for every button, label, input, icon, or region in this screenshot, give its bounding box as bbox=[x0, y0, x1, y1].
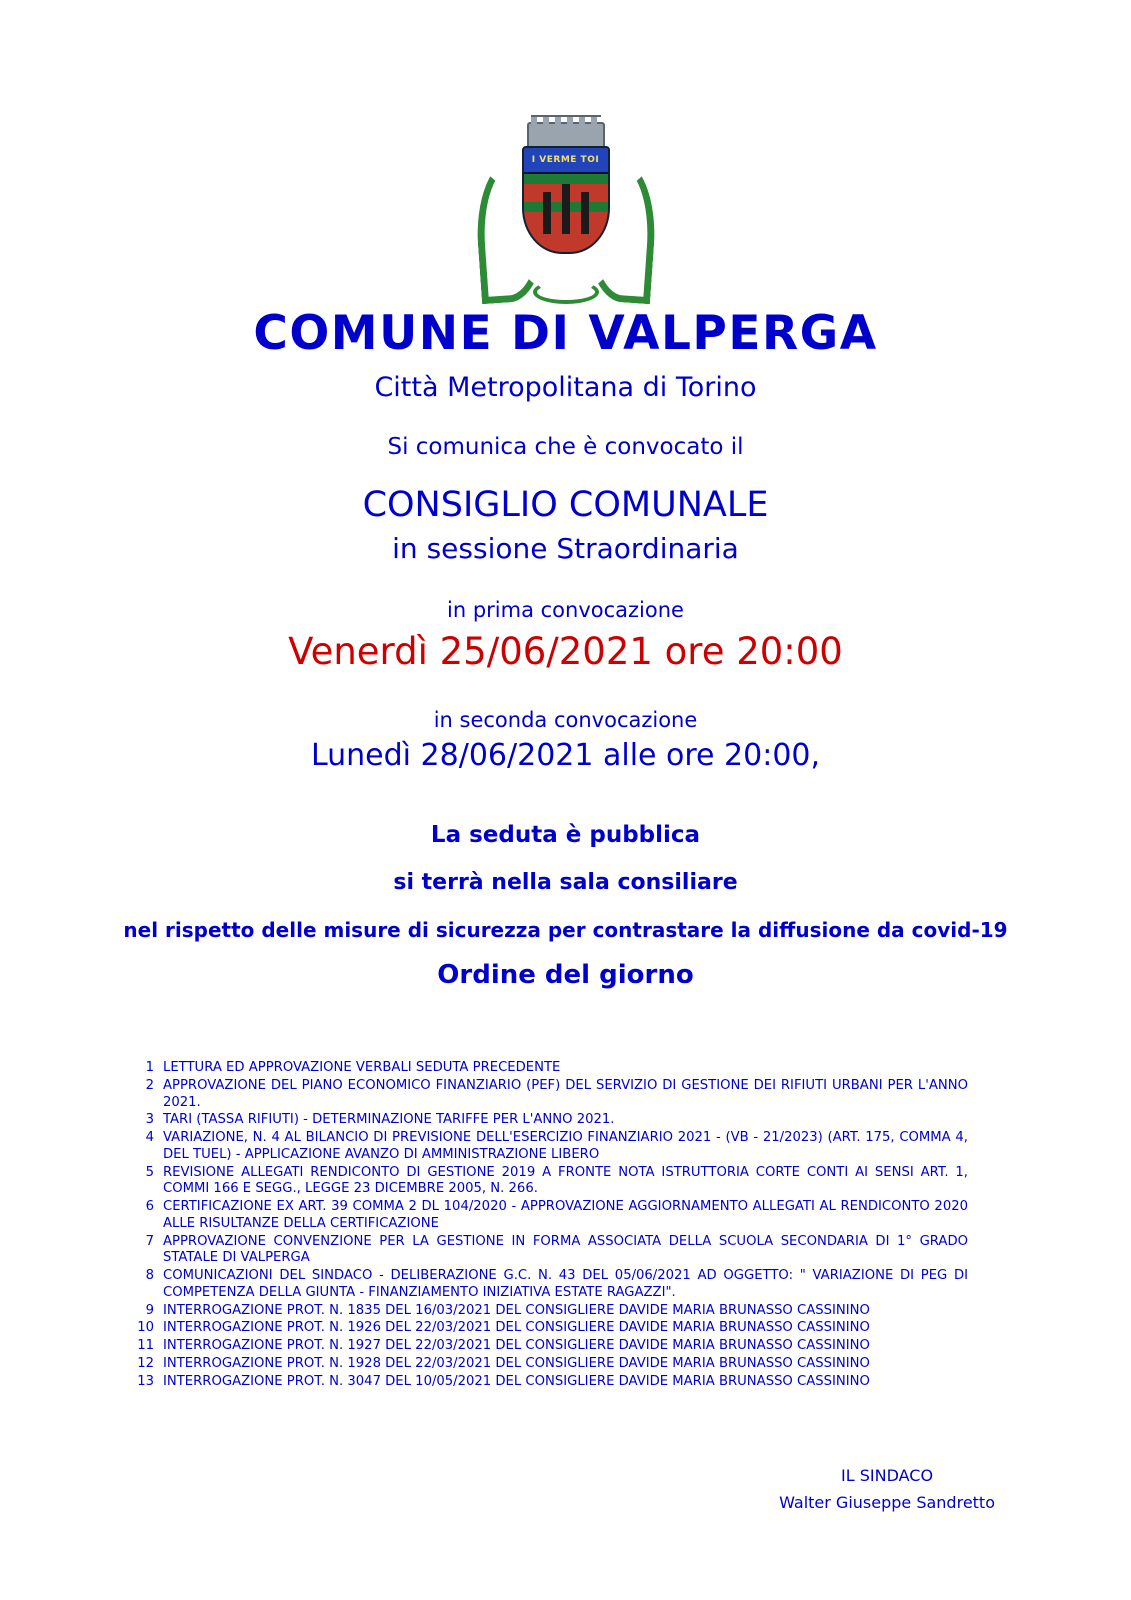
agenda-item-number: 4 bbox=[145, 1130, 154, 1146]
public-session-note: La seduta è pubblica bbox=[430, 822, 701, 848]
list-item bbox=[128, 1112, 968, 1129]
agenda-item-text: TARI (TASSA RIFIUTI) - DETERMINAZIONE TARIFFE PER L'ANNO 2021. bbox=[163, 1112, 615, 1128]
agenda-item-number: 11 bbox=[137, 1338, 154, 1354]
agenda-item-number: 7 bbox=[145, 1233, 154, 1249]
signature-role: IL SINDACO bbox=[841, 1466, 934, 1485]
agenda-title: Ordine del giorno bbox=[437, 960, 694, 990]
agenda-item-text: REVISIONE ALLEGATI RENDICONTO DI GESTIONE 2019 A FRONTE NOTA ISTRUTTORIA CORTE CONTI AI SENSI ART. 1, COMMI 166 E SEGG., LEGGE 23 DICEMBRE 2005, N. 266. bbox=[163, 1164, 968, 1197]
list-item bbox=[128, 1356, 968, 1373]
list-item bbox=[128, 1338, 968, 1355]
list-item bbox=[128, 1374, 968, 1391]
list-item bbox=[128, 1199, 968, 1233]
agenda-item-text: INTERROGAZIONE PROT. N. 3047 DEL 10/05/2021 DEL CONSIGLIERE DAVIDE MARIA BRUNASSO CASSININO bbox=[163, 1373, 870, 1389]
crest-graphic bbox=[471, 112, 661, 312]
ribbon-icon bbox=[533, 280, 599, 304]
list-item bbox=[128, 1130, 968, 1164]
agenda-item-text: VARIAZIONE, N. 4 AL BILANCIO DI PREVISIONE DELL'ESERCIZIO FINANZIARIO 2021 - (VB - 21/2023) (ART. 175, COMMA 4, DEL TUEL) - APPLICAZIONE AVANZO DI AMMINISTRAZIONE LIBERO bbox=[163, 1130, 968, 1162]
page-title: COMUNE DI VALPERGA bbox=[253, 306, 878, 361]
list-item bbox=[128, 1060, 968, 1077]
signature-block bbox=[779, 1462, 995, 1516]
agenda-item-text: INTERROGAZIONE PROT. N. 1928 DEL 22/03/2021 DEL CONSIGLIERE DAVIDE MARIA BRUNASSO CASSININO bbox=[163, 1356, 870, 1372]
notice-body-title: CONSIGLIO COMUNALE bbox=[362, 485, 769, 525]
notice-session-type: in sessione Straordinaria bbox=[392, 532, 739, 565]
page-subtitle: Città Metropolitana di Torino bbox=[374, 372, 757, 403]
notice-intro: Si comunica che è convocato il bbox=[387, 434, 744, 460]
agenda-item-number: 6 bbox=[145, 1199, 154, 1215]
shield-icon bbox=[522, 146, 610, 254]
agenda-item-text: LETTURA ED APPROVAZIONE VERBALI SEDUTA PRECEDENTE bbox=[163, 1060, 561, 1075]
list-item bbox=[128, 1320, 968, 1337]
agenda-list bbox=[128, 1060, 968, 1392]
agenda-item-number: 3 bbox=[145, 1112, 154, 1128]
agenda-item-number: 9 bbox=[145, 1302, 154, 1318]
venue-note: si terrà nella sala consiliare bbox=[393, 870, 738, 895]
first-call-label: in prima convocazione bbox=[447, 598, 684, 622]
second-call-label: in seconda convocazione bbox=[433, 708, 698, 732]
agenda-item-text: CERTIFICAZIONE EX ART. 39 COMMA 2 DL 104/2020 - APPROVAZIONE AGGIORNAMENTO ALLEGATI AL RENDICONTO 2020 ALLE RISULTANZE DELLA CERTIFICAZIONE bbox=[163, 1199, 968, 1231]
list-item bbox=[128, 1078, 968, 1112]
list-item bbox=[128, 1268, 968, 1302]
agenda-item-number: 5 bbox=[145, 1164, 154, 1180]
list-item bbox=[128, 1165, 968, 1199]
agenda-item-text: INTERROGAZIONE PROT. N. 1926 DEL 22/03/2021 DEL CONSIGLIERE DAVIDE MARIA BRUNASSO CASSININO bbox=[163, 1320, 870, 1336]
agenda-item-text: INTERROGAZIONE PROT. N. 1927 DEL 22/03/2021 DEL CONSIGLIERE DAVIDE MARIA BRUNASSO CASSININO bbox=[163, 1338, 870, 1354]
agenda-item-text: APPROVAZIONE CONVENZIONE PER LA GESTIONE IN FORMA ASSOCIATA DELLA SCUOLA SECONDARIA DI 1° GRADO STATALE DI VALPERGA bbox=[163, 1233, 968, 1266]
agenda-item-number: 12 bbox=[137, 1356, 154, 1372]
agenda-item-number: 2 bbox=[145, 1077, 154, 1093]
agenda-item-text: COMUNICAZIONI DEL SINDACO - DELIBERAZIONE G.C. N. 43 DEL 05/06/2021 AD OGGETTO: " VARIAZIONE DI PEG DI COMPETENZA DELLA GIUNTA - FINANZIAMENTO INIZIATIVA ESTATE RAGAZZI". bbox=[163, 1268, 968, 1300]
agenda-item-number: 8 bbox=[145, 1268, 154, 1284]
agenda-item-number: 1 bbox=[145, 1060, 154, 1075]
second-call-date: Lunedì 28/06/2021 alle ore 20:00, bbox=[310, 738, 821, 773]
list-item bbox=[128, 1234, 968, 1268]
agenda-item-text: INTERROGAZIONE PROT. N. 1835 DEL 16/03/2021 DEL CONSIGLIERE DAVIDE MARIA BRUNASSO CASSININO bbox=[163, 1302, 870, 1318]
first-call-date: Venerdì 25/06/2021 ore 20:00 bbox=[288, 630, 843, 673]
agenda-item-number: 13 bbox=[137, 1373, 154, 1389]
crest-motto: I VERME TOI bbox=[524, 148, 608, 174]
agenda-item-number: 10 bbox=[137, 1320, 154, 1336]
covid-note: nel rispetto delle misure di sicurezza per contrastare la diffusione da covid-19 bbox=[123, 918, 1008, 942]
agenda-item-text: APPROVAZIONE DEL PIANO ECONOMICO FINANZIARIO (PEF) DEL SERVIZIO DI GESTIONE DEI RIFIUTI URBANI PER L'ANNO 2021. bbox=[163, 1077, 968, 1110]
coat-of-arms bbox=[0, 112, 1131, 312]
list-item bbox=[128, 1303, 968, 1320]
shield-towers bbox=[540, 178, 592, 234]
signature-name: Walter Giuseppe Sandretto bbox=[779, 1493, 995, 1513]
